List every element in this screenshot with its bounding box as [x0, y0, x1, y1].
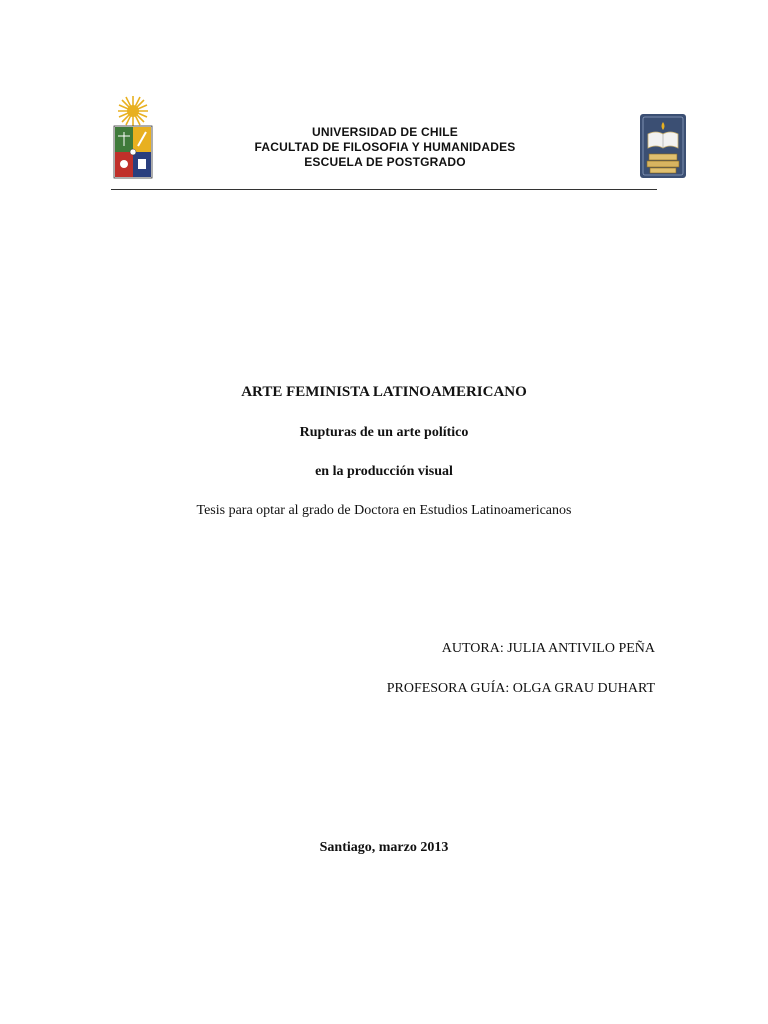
place-date: Santiago, marzo 2013 [319, 840, 449, 855]
thesis-title: ARTE FEMINISTA LATINOAMERICANO [241, 384, 527, 400]
degree-statement: Tesis para optar al grado de Doctora en Estudios Latinoamericanos [196, 503, 572, 518]
thesis-subtitle-line1: Rupturas de un arte político [299, 425, 469, 440]
institution-header [170, 125, 600, 170]
advisor-line: PROFESORA GUÍA: OLGA GRAU DUHART [386, 681, 655, 696]
author-line: AUTORA: JULIA ANTIVILO PEÑA [441, 641, 655, 656]
header-divider [111, 189, 657, 190]
school-name: ESCUELA DE POSTGRADO [304, 155, 466, 169]
faculty-name: FACULTAD DE FILOSOFIA Y HUMANIDADES [254, 140, 516, 154]
book-emblem-icon [640, 114, 686, 178]
university-seal-icon [108, 96, 158, 182]
thesis-subtitle-line2: en la producción visual [315, 464, 453, 479]
university-name: UNIVERSIDAD DE CHILE [311, 125, 458, 139]
